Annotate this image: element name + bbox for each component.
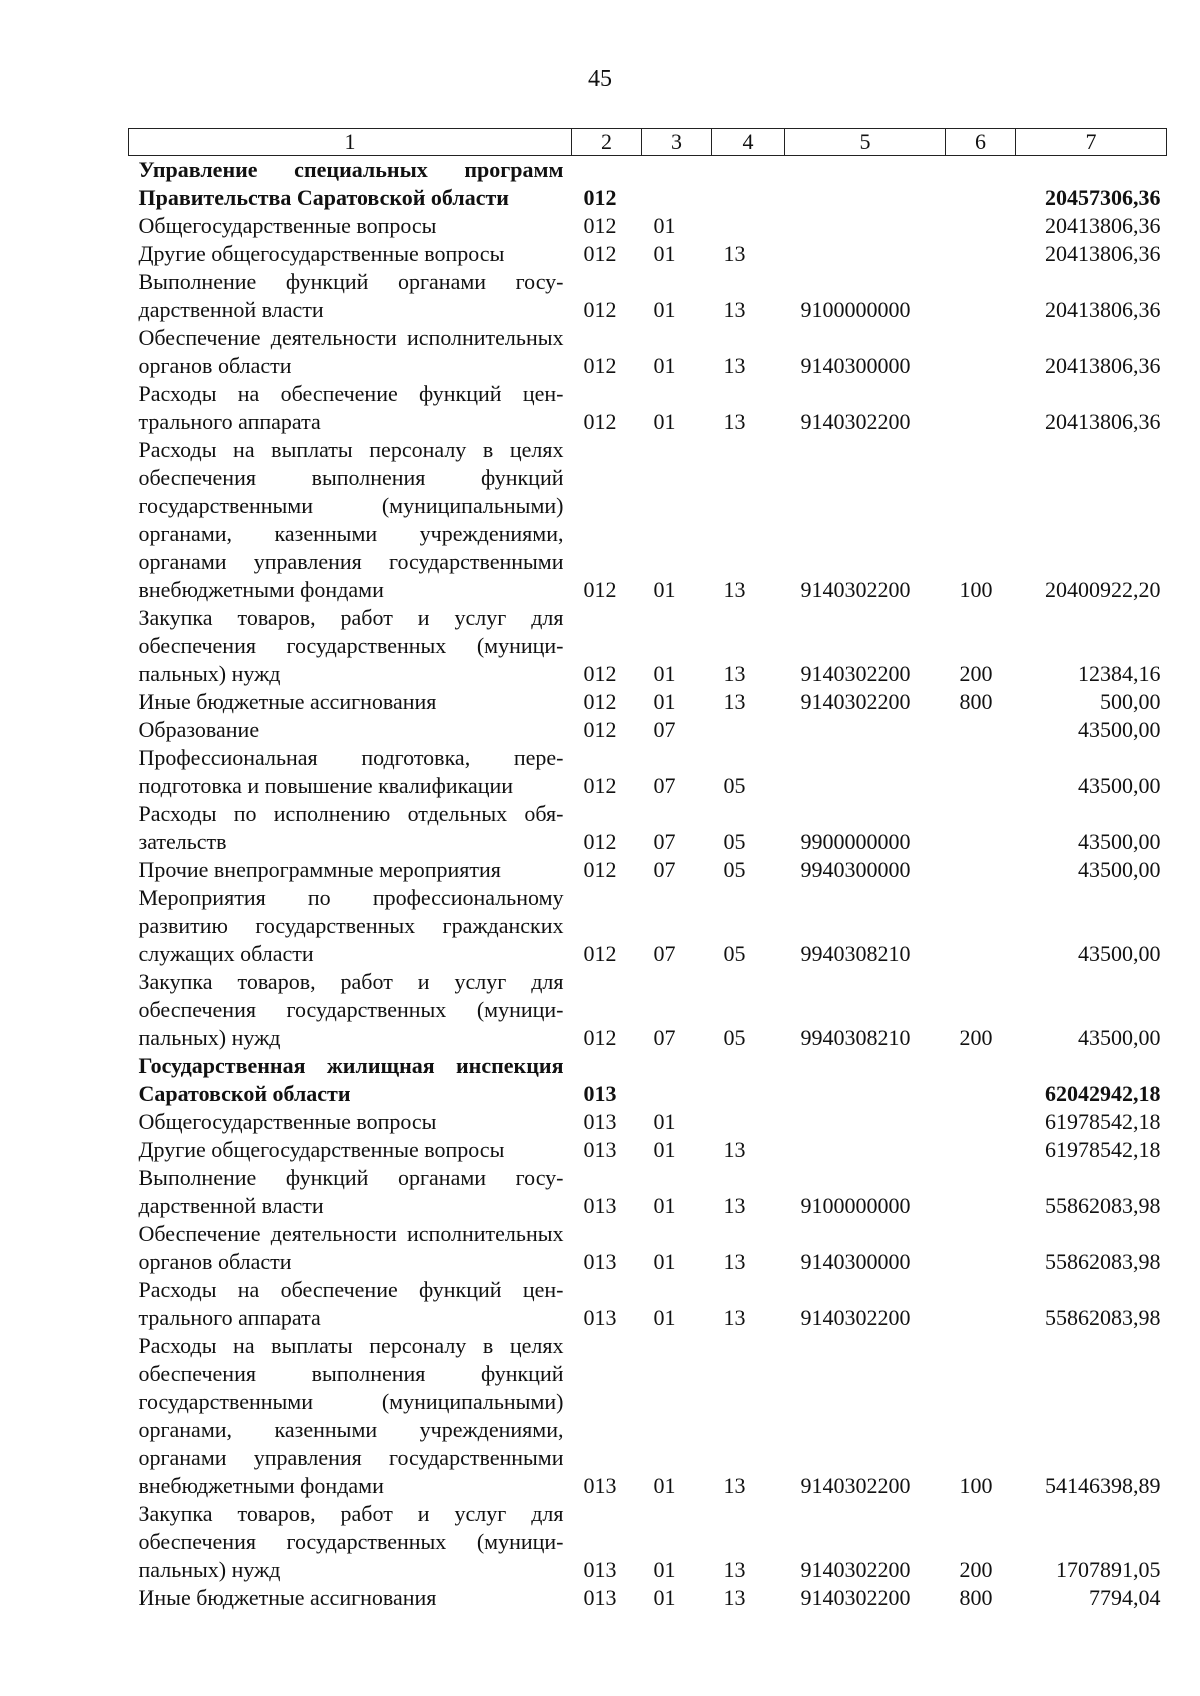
table-row: [129, 1164, 1167, 1220]
column-header-5: 5: [785, 129, 946, 156]
table-row: [129, 1584, 1167, 1612]
row-subsection-code: 05: [723, 857, 746, 882]
row-section-code: 07: [653, 857, 676, 882]
row-subsection-code: [712, 1052, 785, 1108]
row-expense-type: 200: [959, 661, 993, 686]
column-header-3: 3: [642, 129, 712, 156]
row-ministry-code: 013: [583, 1249, 617, 1274]
row-name: Мероприятия по профессиональному развитию государственных гражданских служащих области: [138, 885, 564, 966]
row-expense-type: [946, 884, 1016, 968]
row-section-code: 01: [653, 353, 676, 378]
table-row: [129, 856, 1167, 884]
row-section-code: 01: [653, 1473, 676, 1498]
column-header-7: 7: [1016, 129, 1167, 156]
table-row: [129, 1500, 1167, 1584]
row-target-code: 9100000000: [800, 1193, 911, 1218]
row-expense-type: [946, 856, 1016, 884]
row-name: Образование: [138, 717, 260, 742]
table-row: [129, 1108, 1167, 1136]
row-amount: 12384,16: [1078, 661, 1161, 686]
row-expense-type: [946, 268, 1016, 324]
row-target-code: [785, 212, 946, 240]
row-amount: 43500,00: [1078, 941, 1161, 966]
row-subsection-code: [712, 212, 785, 240]
row-ministry-code: 012: [583, 185, 617, 210]
row-name: Обеспечение деятельности исполнительных органов области: [138, 325, 564, 378]
row-ministry-code: 013: [583, 1473, 617, 1498]
row-section-code: 01: [653, 297, 676, 322]
table-row: [129, 716, 1167, 744]
row-ministry-code: 013: [583, 1109, 617, 1134]
row-subsection-code: 13: [723, 1585, 746, 1610]
row-expense-type: [946, 744, 1016, 800]
column-header-4: 4: [712, 129, 785, 156]
budget-table: [128, 128, 1167, 1612]
row-amount: 43500,00: [1078, 857, 1161, 882]
header-row: [129, 129, 1167, 156]
row-subsection-code: [712, 716, 785, 744]
row-target-code: 9140300000: [800, 353, 911, 378]
row-target-code: 9140302200: [800, 1305, 911, 1330]
row-ministry-code: 012: [583, 941, 617, 966]
row-amount: 20413806,36: [1045, 409, 1161, 434]
row-section-code: 07: [653, 941, 676, 966]
column-header-1: 1: [129, 129, 572, 156]
row-amount: 7794,04: [1089, 1585, 1161, 1610]
row-expense-type: [946, 324, 1016, 380]
row-name: Расходы на обеспечение функций центрального аппарата: [138, 381, 564, 434]
row-subsection-code: [712, 156, 785, 213]
row-name: Общегосударственные вопросы: [138, 213, 437, 238]
row-ministry-code: 012: [583, 1025, 617, 1050]
table-row: [129, 604, 1167, 688]
row-ministry-code: 012: [583, 213, 617, 238]
row-expense-type: 200: [959, 1557, 993, 1582]
row-section-code: 01: [653, 577, 676, 602]
row-section-code: [642, 156, 712, 213]
row-expense-type: [946, 1136, 1016, 1164]
row-amount: 20413806,36: [1045, 353, 1161, 378]
row-target-code: 9940300000: [800, 857, 911, 882]
row-ministry-code: 012: [583, 717, 617, 742]
row-name: Закупка товаров, работ и услуг для обеспечения государственных (муниципальных) нужд: [138, 605, 564, 686]
row-subsection-code: 13: [723, 241, 746, 266]
table-row: [129, 800, 1167, 856]
row-amount: 500,00: [1100, 689, 1161, 714]
row-name: Закупка товаров, работ и услуг для обеспечения государственных (муниципальных) нужд: [138, 1501, 564, 1582]
row-amount: 43500,00: [1078, 829, 1161, 854]
row-target-code: 9140300000: [800, 1249, 911, 1274]
row-section-code: 01: [653, 241, 676, 266]
row-subsection-code: 13: [723, 1249, 746, 1274]
row-subsection-code: 13: [723, 1193, 746, 1218]
row-ministry-code: 012: [583, 241, 617, 266]
row-ministry-code: 013: [583, 1137, 617, 1162]
row-target-code: 9140302200: [800, 409, 911, 434]
row-subsection-code: 13: [723, 409, 746, 434]
table-header: [129, 129, 1167, 156]
row-subsection-code: 13: [723, 1557, 746, 1582]
row-ministry-code: 012: [583, 297, 617, 322]
row-target-code: [785, 240, 946, 268]
row-amount: 43500,00: [1078, 717, 1161, 742]
row-amount: 62042942,18: [1045, 1081, 1161, 1106]
row-subsection-code: 05: [723, 1025, 746, 1050]
row-ministry-code: 012: [583, 661, 617, 686]
row-amount: 55862083,98: [1045, 1249, 1161, 1274]
table-row: [129, 436, 1167, 604]
row-expense-type: [946, 240, 1016, 268]
table-row: [129, 1332, 1167, 1500]
row-ministry-code: 012: [583, 577, 617, 602]
row-section-code: 01: [653, 409, 676, 434]
row-amount: 61978542,18: [1045, 1137, 1161, 1162]
row-subsection-code: [712, 1108, 785, 1136]
row-expense-type: [946, 1108, 1016, 1136]
row-expense-type: [946, 212, 1016, 240]
row-target-code: [785, 1136, 946, 1164]
table-row: [129, 1220, 1167, 1276]
row-expense-type: [946, 800, 1016, 856]
row-subsection-code: 05: [723, 773, 746, 798]
row-name: Расходы на выплаты персоналу в целях обеспечения выполнения функций государственными (муниципальными) органами, казенными учреждениями, органами управления государственными внебюджетными фондами: [138, 1333, 564, 1498]
row-name: Иные бюджетные ассигнования: [138, 1585, 437, 1610]
row-target-code: [785, 716, 946, 744]
row-name: Расходы на обеспечение функций центрального аппарата: [138, 1277, 564, 1330]
row-name: Государственная жилищная инспекция Саратовской области: [138, 1053, 564, 1106]
row-expense-type: [946, 1052, 1016, 1108]
row-subsection-code: 13: [723, 297, 746, 322]
row-expense-type: [946, 1164, 1016, 1220]
row-section-code: 01: [653, 689, 676, 714]
table-row: [129, 212, 1167, 240]
row-subsection-code: 13: [723, 661, 746, 686]
row-amount: 20413806,36: [1045, 213, 1161, 238]
row-ministry-code: 013: [583, 1585, 617, 1610]
row-section-code: 01: [653, 1557, 676, 1582]
row-target-code: 9140302200: [800, 577, 911, 602]
table-row: [129, 240, 1167, 268]
row-ministry-code: 012: [583, 857, 617, 882]
row-target-code: [785, 156, 946, 213]
row-subsection-code: 13: [723, 1473, 746, 1498]
row-subsection-code: 13: [723, 1137, 746, 1162]
row-ministry-code: 012: [583, 409, 617, 434]
row-name: Расходы на выплаты персоналу в целях обеспечения выполнения функций государственными (муниципальными) органами, казенными учреждениями, органами управления государственными внебюджетными фондами: [138, 437, 564, 602]
table-body: [129, 156, 1167, 1613]
row-ministry-code: 012: [583, 689, 617, 714]
table-row: [129, 1052, 1167, 1108]
row-amount: 20457306,36: [1045, 185, 1161, 210]
row-amount: 61978542,18: [1045, 1109, 1161, 1134]
row-subsection-code: 13: [723, 577, 746, 602]
row-expense-type: 100: [959, 577, 993, 602]
row-target-code: 9940308210: [800, 1025, 911, 1050]
row-name: Управление специальных программ Правительства Саратовской области: [138, 157, 564, 210]
row-expense-type: [946, 1220, 1016, 1276]
row-ministry-code: 012: [583, 773, 617, 798]
row-ministry-code: 013: [583, 1305, 617, 1330]
row-target-code: 9140302200: [800, 661, 911, 686]
row-ministry-code: 012: [583, 829, 617, 854]
row-section-code: 01: [653, 1109, 676, 1134]
row-target-code: 9140302200: [800, 1557, 911, 1582]
row-name: Обеспечение деятельности исполнительных органов области: [138, 1221, 564, 1274]
row-target-code: 9140302200: [800, 1585, 911, 1610]
row-subsection-code: 13: [723, 353, 746, 378]
column-header-2: 2: [572, 129, 642, 156]
row-subsection-code: 05: [723, 941, 746, 966]
table-row: [129, 968, 1167, 1052]
row-amount: 1707891,05: [1056, 1557, 1161, 1582]
page-number: 45: [588, 66, 612, 92]
row-amount: 43500,00: [1078, 773, 1161, 798]
column-header-6: 6: [946, 129, 1016, 156]
row-expense-type: 800: [959, 1585, 993, 1610]
row-name: Закупка товаров, работ и услуг для обеспечения государственных (муниципальных) нужд: [138, 969, 564, 1050]
row-section-code: 07: [653, 829, 676, 854]
row-section-code: 01: [653, 1249, 676, 1274]
row-name: Расходы по исполнению отдельных обязательств: [138, 801, 564, 854]
row-ministry-code: 013: [583, 1081, 617, 1106]
row-ministry-code: 013: [583, 1557, 617, 1582]
row-target-code: 9900000000: [800, 829, 911, 854]
row-name: Прочие внепрограммные мероприятия: [138, 857, 501, 882]
table-row: [129, 324, 1167, 380]
row-name: Другие общегосударственные вопросы: [138, 241, 505, 266]
row-expense-type: 800: [959, 689, 993, 714]
row-section-code: 01: [653, 1193, 676, 1218]
row-target-code: 9100000000: [800, 297, 911, 322]
row-section-code: 07: [653, 773, 676, 798]
row-amount: 20400922,20: [1045, 577, 1161, 602]
row-ministry-code: 013: [583, 1193, 617, 1218]
row-amount: 20413806,36: [1045, 297, 1161, 322]
row-subsection-code: 05: [723, 829, 746, 854]
row-target-code: 9140302200: [800, 689, 911, 714]
row-section-code: 01: [653, 1137, 676, 1162]
row-expense-type: [946, 1276, 1016, 1332]
row-target-code: 9140302200: [800, 1473, 911, 1498]
row-target-code: [785, 1052, 946, 1108]
row-subsection-code: 13: [723, 689, 746, 714]
row-section-code: 01: [653, 661, 676, 686]
row-ministry-code: 012: [583, 353, 617, 378]
table-row: [129, 744, 1167, 800]
table-row: [129, 1276, 1167, 1332]
row-amount: 43500,00: [1078, 1025, 1161, 1050]
row-expense-type: [946, 380, 1016, 436]
row-amount: 55862083,98: [1045, 1305, 1161, 1330]
row-name: Иные бюджетные ассигнования: [138, 689, 437, 714]
row-amount: 54146398,89: [1045, 1473, 1161, 1498]
row-section-code: 07: [653, 1025, 676, 1050]
row-name: Общегосударственные вопросы: [138, 1109, 437, 1134]
table-row: [129, 1136, 1167, 1164]
row-section-code: 01: [653, 213, 676, 238]
row-target-code: 9940308210: [800, 941, 911, 966]
row-expense-type: [946, 156, 1016, 213]
row-name: Другие общегосударственные вопросы: [138, 1137, 505, 1162]
table-row: [129, 156, 1167, 213]
row-amount: 55862083,98: [1045, 1193, 1161, 1218]
row-target-code: [785, 1108, 946, 1136]
row-section-code: [642, 1052, 712, 1108]
row-name: Профессиональная подготовка, переподготовка и повышение квалификации: [138, 745, 564, 798]
table-row: [129, 688, 1167, 716]
table-row: [129, 268, 1167, 324]
row-expense-type: [946, 716, 1016, 744]
row-section-code: 01: [653, 1585, 676, 1610]
row-name: Выполнение функций органами государственной власти: [138, 1165, 564, 1218]
row-section-code: 07: [653, 717, 676, 742]
row-expense-type: 200: [959, 1025, 993, 1050]
row-subsection-code: 13: [723, 1305, 746, 1330]
row-amount: 20413806,36: [1045, 241, 1161, 266]
row-section-code: 01: [653, 1305, 676, 1330]
row-name: Выполнение функций органами государственной власти: [138, 269, 564, 322]
row-expense-type: 100: [959, 1473, 993, 1498]
row-target-code: [785, 744, 946, 800]
table-row: [129, 884, 1167, 968]
table-row: [129, 380, 1167, 436]
